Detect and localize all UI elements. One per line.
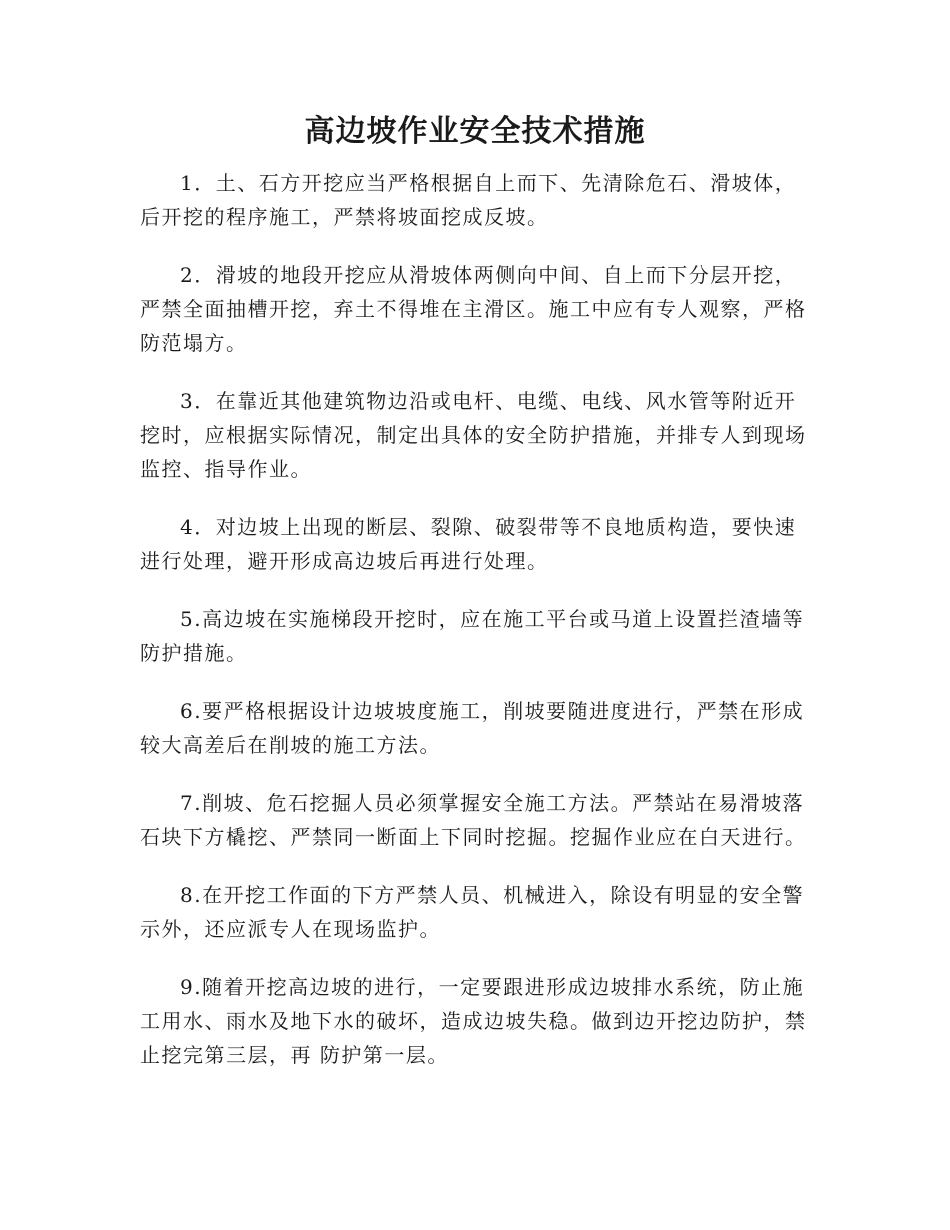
document-title: 高边坡作业安全技术措施 xyxy=(304,114,646,149)
paragraph-2: 2．滑坡的地段开挖应从滑坡体两侧向中间、自上而下分层开挖，严禁全面抽槽开挖，弃土不得堆在主滑区。施工中应有专人观察，严格防范塌方。 xyxy=(140,263,807,355)
paragraph-9: 9.随着开挖高边坡的进行，一定要跟进形成边坡排水系统，防止施工用水、雨水及地下水的破坏，造成边坡失稳。做到边开挖边防护，禁止挖完第三层，再 防护第一层。 xyxy=(140,975,807,1067)
paragraph-7: 7.削坡、危石挖掘人员必须掌握安全施工方法。严禁站在易滑坡落石块下方橇挖、严禁同一断面上下同时挖掘。挖掘作业应在白天进行。 xyxy=(140,791,807,849)
paragraph-6: 6.要严格根据设计边坡坡度施工，削坡要随进度进行，严禁在形成较大高差后在削坡的施工方法。 xyxy=(140,699,805,757)
paragraph-8: 8.在开挖工作面的下方严禁人员、机械进入，除设有明显的安全警示外，还应派专人在现场监护。 xyxy=(140,883,805,941)
paragraph-1: 1．土、石方开挖应当严格根据自上而下、先清除危石、滑坡体，后开挖的程序施工，严禁将坡面挖成反坡。 xyxy=(140,171,797,229)
paragraph-3: 3．在靠近其他建筑物边沿或电杆、电缆、电线、风水管等附近开挖时，应根据实际情况，制定出具体的安全防护措施，并排专人到现场监控、指导作业。 xyxy=(140,389,807,481)
document-body xyxy=(140,166,810,1096)
paragraph-5: 5.高边坡在实施梯段开挖时，应在施工平台或马道上设置拦渣墙等防护措施。 xyxy=(140,607,805,665)
paragraph-4: 4．对边坡上出现的断层、裂隙、破裂带等不良地质构造，要快速进行处理，避开形成高边坡后再进行处理。 xyxy=(140,515,797,573)
